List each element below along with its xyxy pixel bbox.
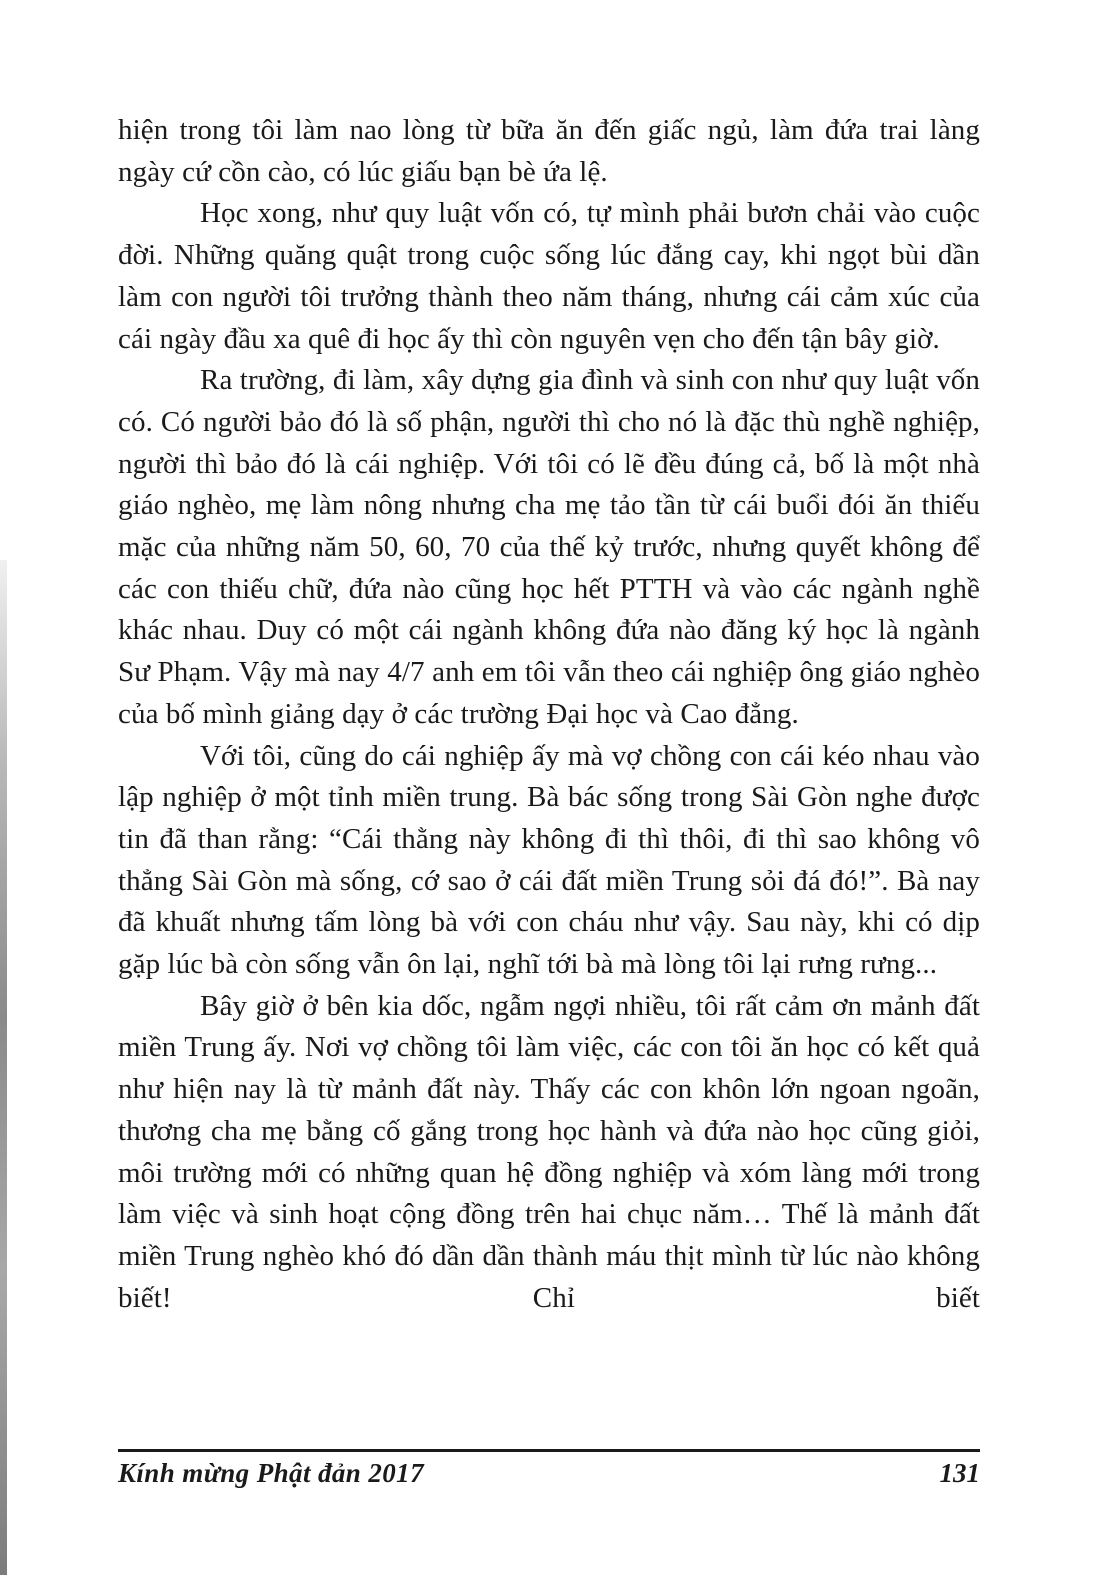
page-edge-shadow <box>0 560 7 1575</box>
paragraph-3: Ra trường, đi làm, xây dựng gia đình và sinh con như quy luật vốn có. Có người bảo đó là số phận, người thì cho nó là đặc thù nghề nghiệp, người thì bảo đó là cái nghiệp. Với tôi có lẽ đều đúng cả, bố là một nhà giáo nghèo, mẹ làm nông nhưng cha mẹ tảo tần từ cái buổi đói ăn thiếu mặc của những năm 50, 60, 70 của thế kỷ trước, nhưng quyết không để các con thiếu chữ, đứa nào cũng học hết PTTH và vào các ngành nghề khác nhau. Duy có một cái ngành không đứa nào đăng ký học là ngành Sư Phạm. Vậy mà nay 4/7 anh em tôi vẫn theo cái nghiệp ông giáo nghèo của bố mình giảng dạy ở các trường Đại học và Cao đẳng. <box>118 364 980 730</box>
paragraph-2: Học xong, như quy luật vốn có, tự mình phải bươn chải vào cuộc đời. Những quăng quật trong cuộc sống lúc đắng cay, khi ngọt bùi dần làm con người tôi trưởng thành theo năm tháng, nhưng cái cảm xúc của cái ngày đầu xa quê đi học ấy thì còn nguyên vẹn cho đến tận bây giờ. <box>118 197 980 355</box>
paragraph-5: Bây giờ ở bên kia dốc, ngẫm ngợi nhiều, tôi rất cảm ơn mảnh đất miền Trung ấy. Nơi vợ chồng tôi làm việc, các con tôi ăn học có kết quả như hiện nay là từ mảnh đất này. Thấy các con khôn lớn ngoan ngoãn, thương cha mẹ bằng cố gắng trong học hành và đứa nào học cũng giỏi, môi trường mới có những quan hệ đồng nghiệp và xóm làng mới trong làm việc và sinh hoạt cộng đồng trên hai chục năm… Thế là mảnh đất miền Trung nghèo khó đó dần dần thành máu thịt mình từ lúc nào không biết! Chỉ biết <box>118 989 980 1314</box>
paragraph-1: hiện trong tôi làm nao lòng từ bữa ăn đến giấc ngủ, làm đứa trai làng ngày cứ cồn cào, có lúc giấu bạn bè ứa lệ. <box>118 114 980 188</box>
body-text <box>118 110 980 1319</box>
footer-title: Kính mừng Phật đản 2017 <box>118 1458 424 1488</box>
page-number: 131 <box>939 1458 980 1488</box>
paragraph-4: Với tôi, cũng do cái nghiệp ấy mà vợ chồng con cái kéo nhau vào lập nghiệp ở một tỉnh miền trung. Bà bác sống trong Sài Gòn nghe được tin đã than rằng: “Cái thằng này không đi thì thôi, đi thì sao không vô thẳng Sài Gòn mà sống, cớ sao ở cái đất miền Trung sỏi đá đó!”. Bà nay đã khuất nhưng tấm lòng bà với con cháu như vậy. Sau này, khi có dịp gặp lúc bà còn sống vẫn ôn lại, nghĩ tới bà mà lòng tôi lại rưng rưng... <box>118 739 980 981</box>
footer-divider <box>118 1449 980 1452</box>
